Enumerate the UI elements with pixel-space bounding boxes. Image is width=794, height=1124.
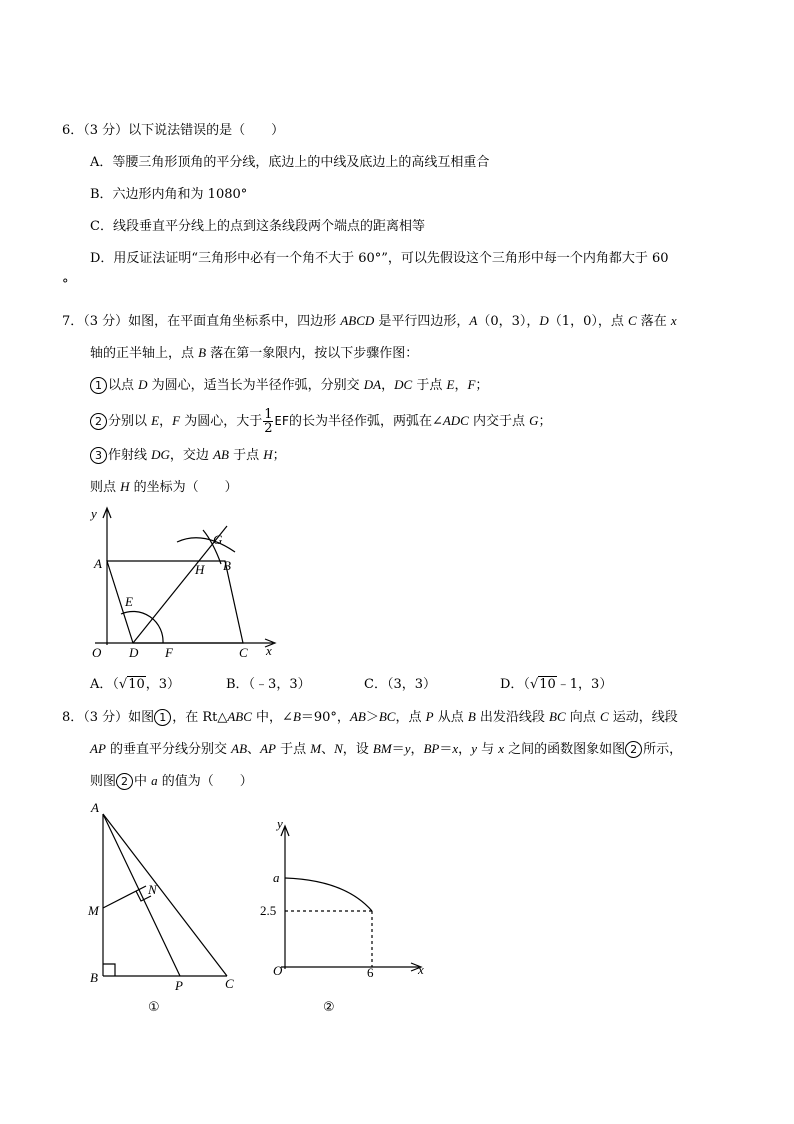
- q7-step-1: 1 以点 D 为圆心，适当长为半径作弧，分别交 DA，DC 于点 E，F；: [90, 376, 488, 395]
- step-1-marker: 1: [90, 377, 107, 394]
- segment-ac: [103, 814, 227, 976]
- q7-stem-line1: 7．（3 分）如图，在平面直角坐标系中，四边形 ABCD 是平行四边形，A（0，3），D（1，0），点 C 落在 x: [62, 313, 677, 329]
- graph-curve: [285, 878, 372, 911]
- q8-figure-2-caption: ②: [323, 1000, 335, 1015]
- q7-option-c: C．（3，3）: [364, 677, 436, 692]
- q8-stem-line2: AP 的垂直平分线分别交 AB、AP 于点 M、N，设 BM＝y，BP＝x，y 与 x 之间的函数图象如图 2 所示，: [90, 741, 683, 757]
- fig8a-label-a: A: [91, 800, 99, 815]
- step-3-marker: 3: [90, 447, 107, 464]
- q6-option-d-cont: °: [62, 277, 69, 292]
- fig8a-label-b: B: [90, 970, 98, 985]
- q7-ask: 则点 H 的坐标为（ ）: [90, 479, 238, 495]
- fig8b-label-y: y: [277, 816, 283, 831]
- fig8a-label-n: N: [148, 882, 157, 897]
- q7-step-2: 2 分别以 E，F 为圆心，大于 $\frac{1}{2}$ EF的长为半径作弧，两弧在∠ADC 内交于点 G；: [90, 406, 552, 437]
- fig7-label-e: E: [125, 594, 133, 609]
- fig8a-label-m: M: [88, 903, 99, 918]
- q8-figure-1: [85, 798, 245, 998]
- q7-figure: [85, 500, 285, 665]
- fig7-label-o: O: [92, 645, 102, 660]
- step-2-marker: 2: [90, 413, 107, 430]
- q7-stem-line2: 轴的正半轴上，点 B 落在第一象限内，按以下步骤作图：: [90, 345, 419, 361]
- q8-stem-line3: 则图 2 中 a 的值为（ ）: [90, 773, 253, 789]
- q6-option-d: D．用反证法证明“三角形中必有一个角不大于 60°”，可以先假设这个三角形中每一个内角都大于 60: [90, 251, 669, 266]
- q6-stem: 6．（3 分）以下说法错误的是（ ）: [62, 123, 285, 138]
- q7-option-b: B．（﹣3，3）: [226, 677, 311, 692]
- fig8b-label-x: x: [418, 962, 424, 977]
- q7-option-d: D．（√10﹣1，3）: [500, 677, 613, 692]
- fig7-label-x: x: [266, 643, 272, 658]
- arc-ef: [121, 611, 163, 643]
- fig7-label-f: F: [165, 645, 173, 660]
- fig8b-label-6: 6: [367, 965, 374, 980]
- q8-figure-1-caption: ①: [148, 1000, 160, 1015]
- fraction-one-half: $\frac{1}{2}$: [264, 407, 273, 436]
- fig7-label-b: B: [223, 558, 231, 573]
- fig8b-label-a: a: [273, 870, 280, 885]
- q6-option-b: B．六边形内角和为 1080°: [90, 187, 248, 202]
- q8-stem-line1: 8．（3 分）如图 1 ，在 Rt△ABC 中，∠B＝90°，AB＞BC，点 P 从点 B 出发沿线段 BC 向点 C 运动，线段: [62, 709, 678, 725]
- fig7-label-d: D: [129, 645, 139, 660]
- segment-ap: [103, 814, 180, 976]
- fig8a-label-c: C: [225, 976, 234, 991]
- fig7-label-a: A: [94, 556, 102, 571]
- fig8b-label-o: O: [273, 963, 283, 978]
- fig7-label-h: H: [195, 562, 205, 577]
- fig8b-label-2-5: 2.5: [260, 903, 277, 918]
- q8-figure-2: [255, 814, 435, 984]
- right-angle-b: [103, 964, 115, 976]
- fig7-label-c: C: [239, 645, 248, 660]
- arc-from-e: [177, 538, 235, 552]
- fig7-label-y: y: [91, 506, 97, 521]
- fig8a-label-p: P: [175, 978, 183, 993]
- q7-option-a: A．（√10，3）: [90, 677, 181, 692]
- fig7-label-g: G: [213, 532, 223, 547]
- q6-option-c: C．线段垂直平分线上的点到这条线段两个端点的距离相等: [90, 219, 425, 234]
- q7-step-3: 3 作射线 DG，交边 AB 于点 H；: [90, 446, 286, 465]
- q6-option-a: A．等腰三角形顶角的平分线，底边上的中线及底边上的高线互相重合: [90, 155, 490, 170]
